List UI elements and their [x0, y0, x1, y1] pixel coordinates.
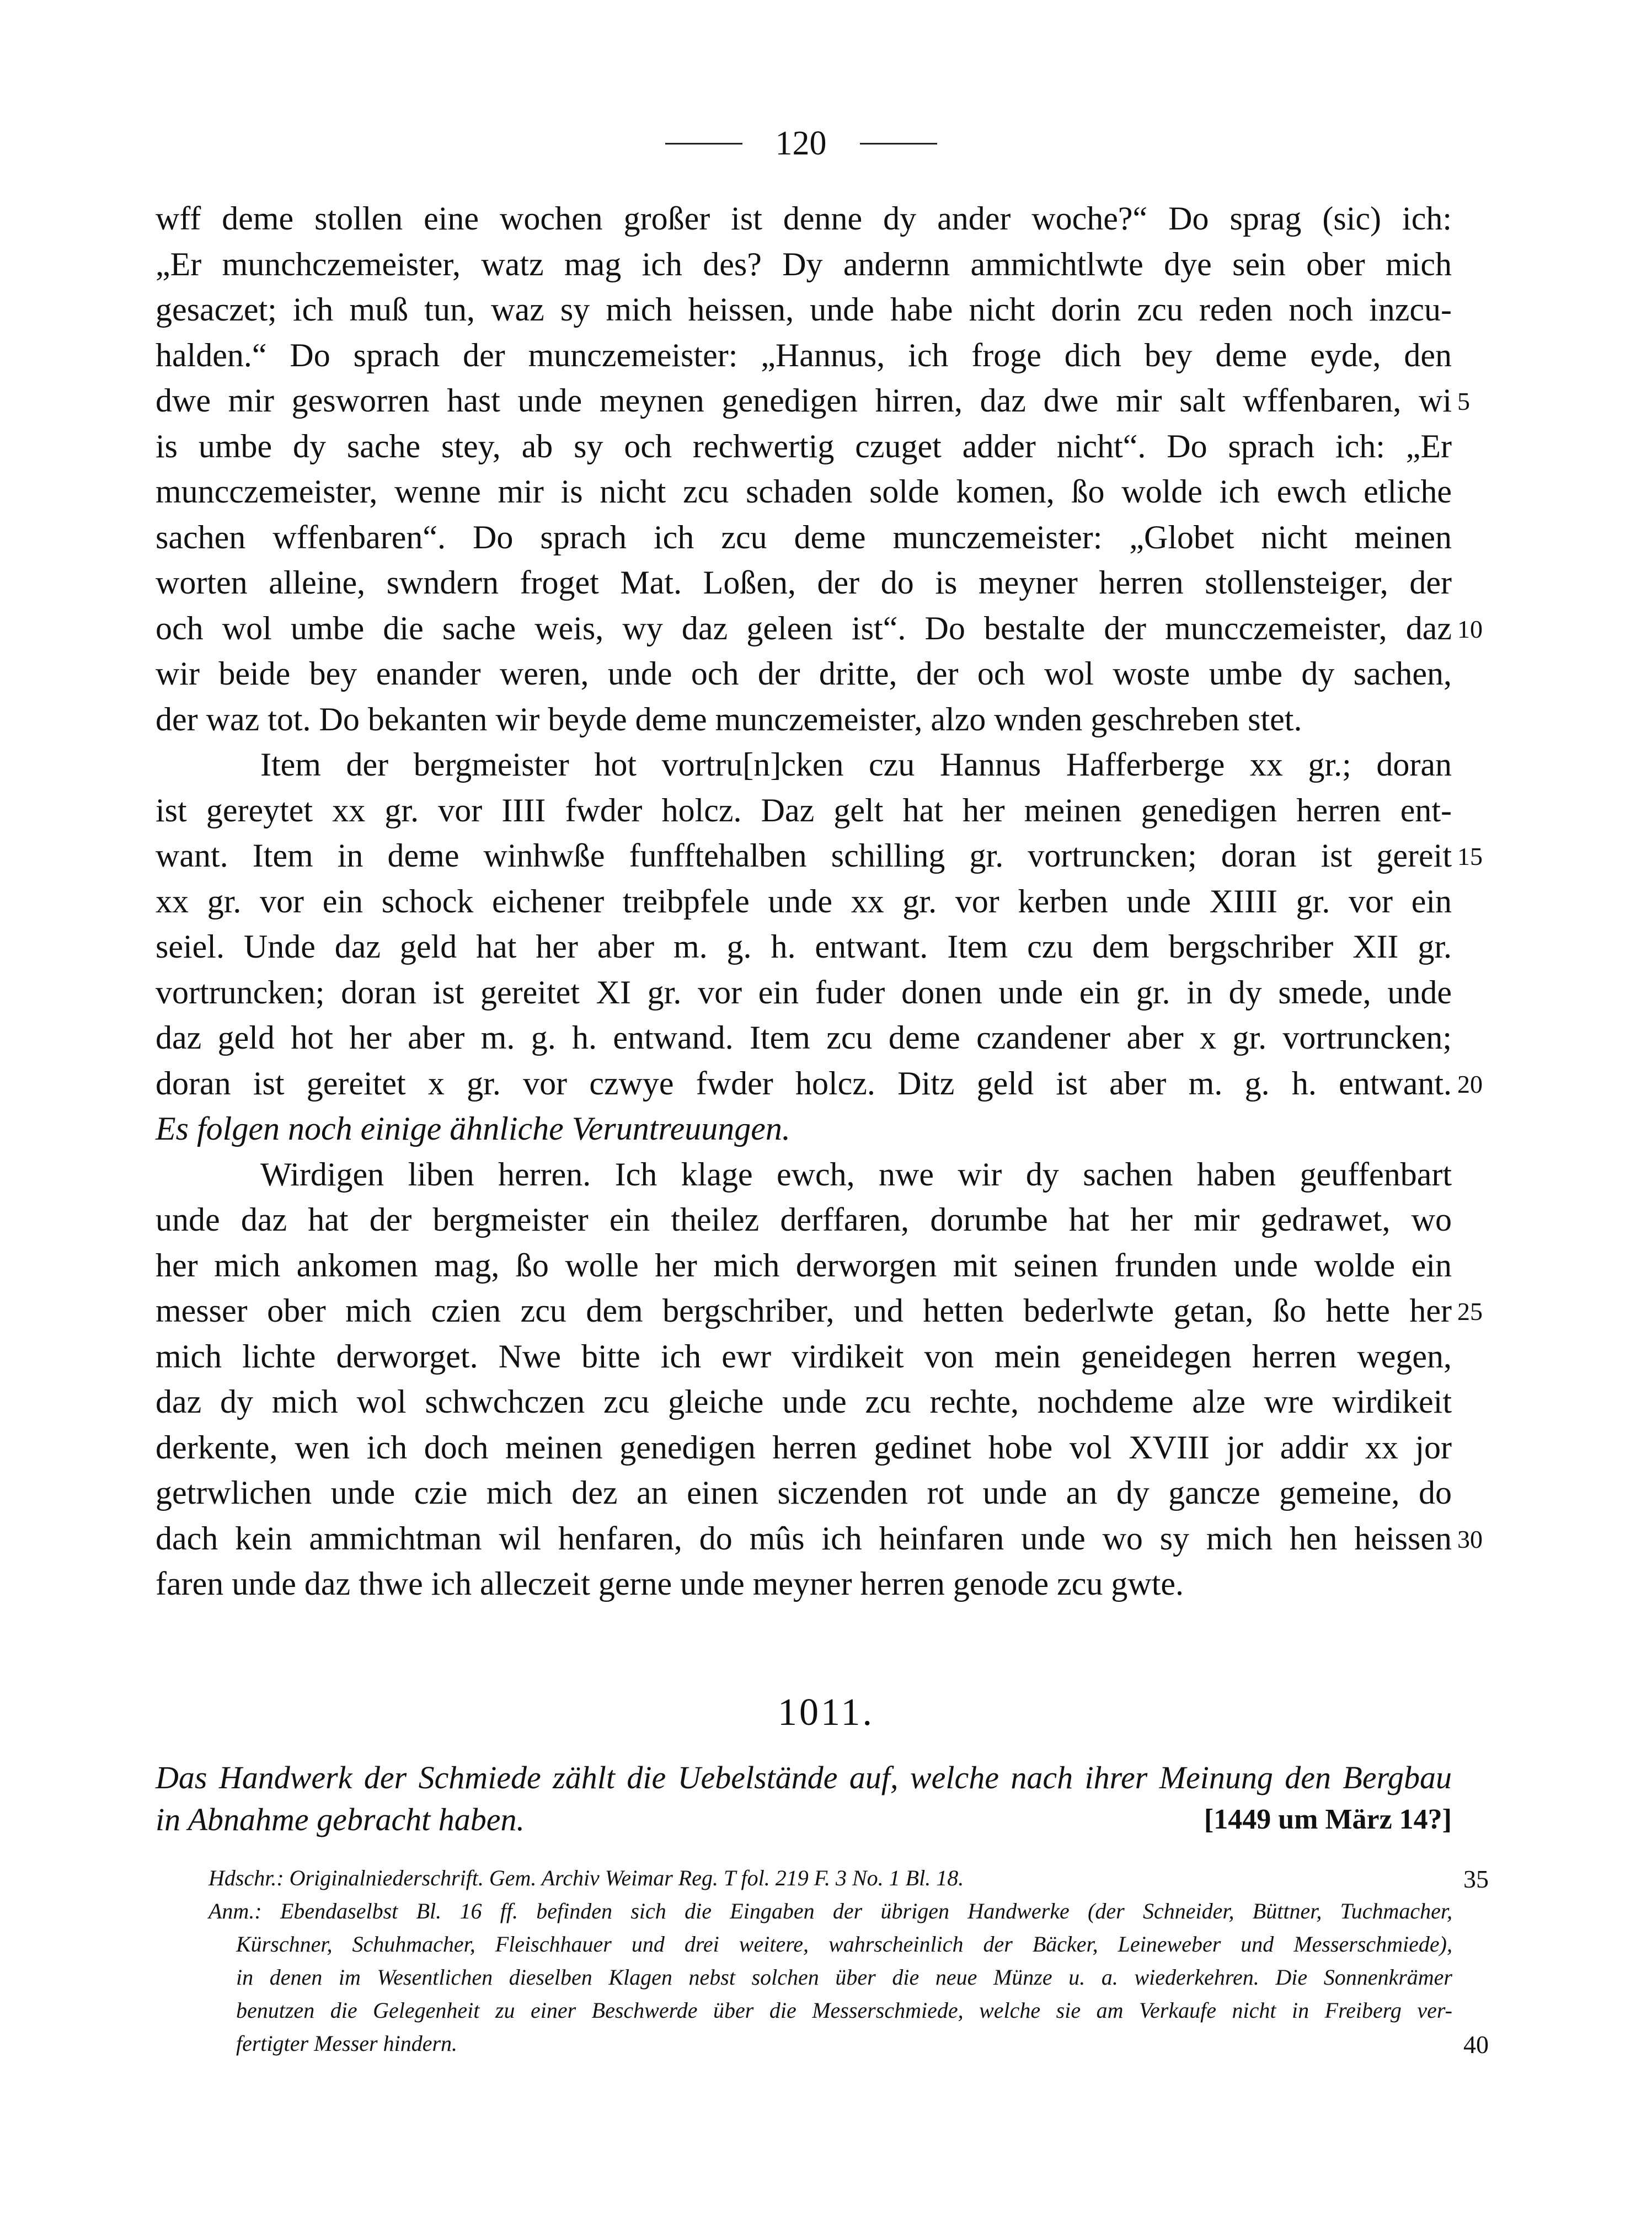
text-line-text: derkente, wen ich doch meinen genedigen herren gedinet hobe vol XVIII jor addir xx jor [156, 1429, 1452, 1466]
text-line [156, 242, 1452, 287]
line-number: 25 [1457, 1297, 1483, 1325]
text-line [156, 560, 1452, 606]
text-line [156, 1425, 1452, 1471]
line-number: 10 [1457, 614, 1483, 643]
text-line [156, 1561, 1452, 1607]
text-line [156, 1061, 1483, 1107]
text-line [156, 1516, 1483, 1562]
text-line [156, 697, 1452, 742]
document-number: 1011. [778, 1691, 874, 1734]
note-line-text: Anm.: Ebendaselbst Bl. 16 ff. befinden sich die Eingaben der übrigen Handwerke (der Schneider, Büttner, Tuchmacher, [208, 1899, 1452, 1923]
text-line-text: dwe mir gesworren hast unde meynen genedigen hirren, daz dwe mir salt wffenbaren, wi [156, 382, 1452, 419]
text-line-text: Es folgen noch einige ähnliche Veruntreuungen. [156, 1110, 790, 1147]
text-line [156, 1152, 1452, 1198]
text-line [156, 1470, 1452, 1516]
text-line-text: faren unde daz thwe ich alleczeit gerne unde meyner herren genode zcu gwte. [156, 1565, 1184, 1602]
note-line-text: Kürschner, Schuhmacher, Fleischhauer und drei weitere, wahrscheinlich der Bäcker, Leineweber und Messerschmiede), [236, 1932, 1452, 1957]
text-line-text: vortruncken; doran ist gereitet XI gr. vor ein fuder donen unde ein gr. in dy smede, unde [156, 974, 1452, 1011]
text-line-text: want. Item in deme winhwße funfftehalben schilling gr. vortruncken; doran ist gereit [156, 837, 1452, 874]
text-line-text: Item der bergmeister hot vortru[n]cken czu Hannus Hafferberge xx gr.; doran [260, 746, 1452, 783]
regest-summary [156, 1757, 1452, 1841]
text-line-text: muncczemeister, wenne mir is nicht zcu schaden solde komen, ßo wolde ich ewch etliche [156, 473, 1452, 510]
source-notes [208, 1862, 1489, 2060]
header-rule-left [665, 143, 742, 145]
note-line-text: Hdschr.: Originalniederschrift. Gem. Archiv Weimar Reg. T fol. 219 F. 3 No. 1 Bl. 18. [208, 1865, 964, 1890]
text-line-text: ist gereytet xx gr. vor IIII fwder holcz. Daz gelt hat her meinen genedigen herren ent- [156, 792, 1452, 828]
text-line [156, 469, 1452, 515]
text-line-text: daz dy mich wol schwchczen zcu gleiche unde zcu rechte, nochdeme alze wre wirdikeit [156, 1383, 1452, 1420]
note-line [208, 2027, 1489, 2060]
text-line-text: gesaczet; ich muß tun, waz sy mich heissen, unde habe nicht dorin zcu reden noch inzcu- [156, 291, 1452, 328]
text-line-text: dach kein ammichtman wil henfaren, do mûs ich heinfaren unde wo sy mich hen heissen [156, 1520, 1452, 1557]
line-number: 15 [1457, 842, 1483, 870]
regest-date: [1449 um März 14?] [1204, 1804, 1452, 1835]
text-line [156, 1197, 1452, 1243]
text-line [156, 606, 1483, 651]
text-line [156, 1243, 1452, 1289]
text-line [156, 970, 1452, 1015]
line-number: 30 [1457, 1525, 1483, 1553]
text-line-text: Wirdigen liben herren. Ich klage ewch, nwe wir dy sachen haben geuffenbart [260, 1156, 1452, 1193]
text-line-text: daz geld hot her aber m. g. h. entwand. Item zcu deme czandener aber x gr. vortruncken; [156, 1019, 1452, 1056]
text-line-text: doran ist gereitet x gr. vor czwye fwder holcz. Ditz geld ist aber m. g. h. entwant. [156, 1065, 1452, 1102]
text-line-text: xx gr. vor ein schock eichener treibpfele unde xx gr. vor kerben unde XIIII gr. vor ein [156, 883, 1452, 920]
text-line [156, 196, 1452, 242]
text-line-text: och wol umbe die sache weis, wy daz geleen ist“. Do bestalte der muncczemeister, daz [156, 610, 1452, 646]
text-line [156, 924, 1452, 970]
text-line [156, 287, 1452, 333]
text-line-text: wff deme stollen eine wochen großer ist denne dy ander woche?“ Do sprag (sic) ich: [156, 200, 1452, 237]
text-line-text: wir beide bey enander weren, unde och der dritte, der och wol woste umbe dy sachen, [156, 655, 1452, 692]
text-line [156, 788, 1452, 833]
text-line-text: her mich ankomen mag, ßo wolle her mich derworgen mit seinen frunden unde wolde ein [156, 1247, 1452, 1284]
text-line-text: worten alleine, swndern froget Mat. Loßen, der do is meyner herren stollensteiger, der [156, 564, 1452, 601]
line-number: 40 [1463, 2030, 1489, 2059]
note-line [208, 1961, 1452, 1994]
text-line [156, 651, 1452, 697]
note-line-text: fertigter Messer hindern. [236, 2031, 458, 2056]
text-line-text: messer ober mich czien zcu dem bergschriber, und hetten bederlwte getan, ßo hette her [156, 1292, 1452, 1329]
text-line-text: getrwlichen unde czie mich dez an einen siczenden rot unde an dy gancze gemeine, do [156, 1474, 1452, 1511]
text-line-text: is umbe dy sache stey, ab sy och rechwertig czuget adder nicht“. Do sprach ich: „Er [156, 427, 1452, 464]
text-line-text: der waz tot. Do bekanten wir beyde deme munczemeister, alzo wnden geschreben stet. [156, 701, 1302, 737]
text-line [156, 1106, 1452, 1152]
note-line-text: in denen im Wesentlichen dieselben Klagen nebst solchen über die neue Münze u. a. wiederkehren. Die Sonnenkrämer [236, 1965, 1452, 1990]
page-number-header [646, 119, 955, 168]
note-line [208, 1994, 1452, 2027]
text-line-text: „Er munchczemeister, watz mag ich des? Dy andernn ammichtlwte dye sein ober mich [156, 245, 1452, 282]
text-line-text: unde daz hat der bergmeister ein theilez derffaren, dorumbe hat her mir gedrawet, wo [156, 1201, 1452, 1238]
text-line [156, 1334, 1452, 1380]
text-line [156, 515, 1452, 560]
text-line [156, 1015, 1452, 1061]
text-line [156, 879, 1452, 924]
regest-line-text: in Abnahme gebracht haben. [156, 1802, 525, 1837]
text-line-text: seiel. Unde daz geld hat her aber m. g. h. entwant. Item czu dem bergschriber XII gr. [156, 928, 1452, 965]
regest-line [156, 1799, 1452, 1841]
text-line [156, 378, 1470, 424]
line-number: 20 [1457, 1070, 1483, 1098]
text-line [156, 424, 1452, 469]
text-line [156, 742, 1452, 788]
text-line [156, 333, 1452, 378]
text-line [156, 1288, 1483, 1334]
text-line-text: mich lichte derworget. Nwe bitte ich ewr virdikeit von mein geneidegen herren wegen, [156, 1338, 1452, 1375]
note-line [208, 1895, 1452, 1928]
note-line-text: benutzen die Gelegenheit zu einer Beschwerde über die Messerschmiede, welche sie am Verkaufe nicht in Freiberg ver- [236, 1998, 1452, 2023]
page-number: 120 [775, 124, 827, 162]
header-rule-right [860, 143, 937, 145]
text-line [156, 1379, 1452, 1425]
line-number: 5 [1457, 387, 1470, 415]
text-line-text: sachen wffenbaren“. Do sprach ich zcu deme munczemeister: „Globet nicht meinen [156, 519, 1452, 555]
text-line [156, 833, 1483, 879]
main-text-block [156, 196, 1483, 1607]
note-line [208, 1928, 1452, 1961]
text-line-text: halden.“ Do sprach der munczemeister: „Hannus, ich froge dich bey deme eyde, den [156, 336, 1452, 373]
line-number: 35 [1463, 1865, 1489, 1893]
note-line [208, 1862, 1489, 1895]
regest-line: Das Handwerk der Schmiede zählt die Uebelstände auf, welche nach ihrer Meinung den Bergbau [156, 1760, 1452, 1795]
